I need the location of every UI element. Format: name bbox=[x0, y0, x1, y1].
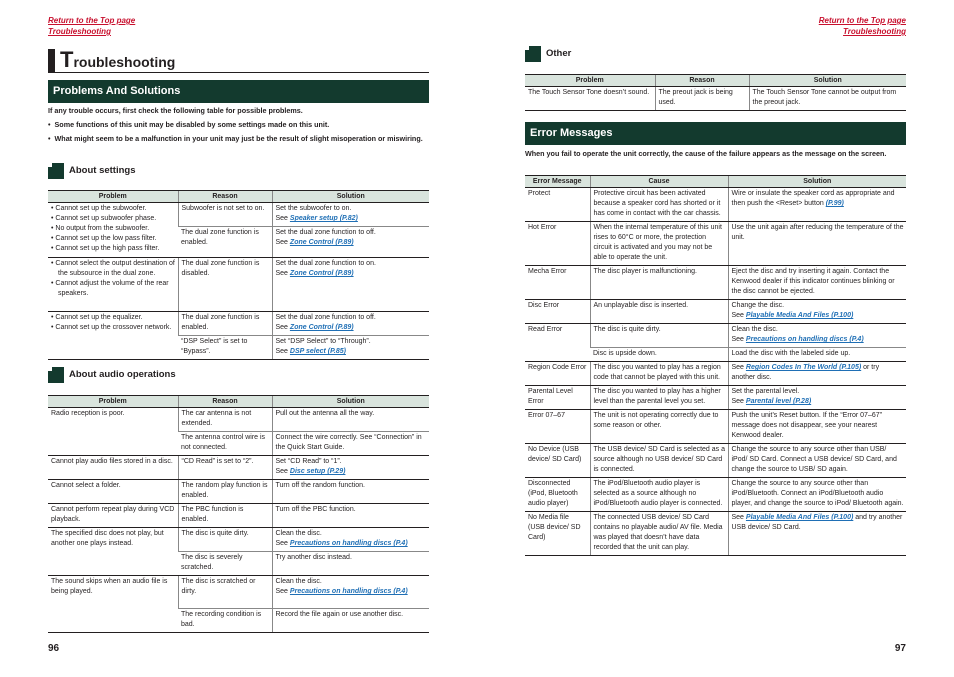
settings-g2-solution: Set the dual zone function to on. See Zone Control (P.89) bbox=[272, 258, 429, 312]
err-region-message: Region Code Error bbox=[525, 362, 590, 386]
err-read-cause-1: The disc is quite dirty. bbox=[590, 324, 728, 348]
audio-a6-solution-2: Record the file again or use another disc. bbox=[272, 609, 429, 633]
top-nav-left bbox=[48, 15, 135, 37]
return-top-link-right[interactable]: Return to the Top page bbox=[818, 16, 906, 25]
section-link[interactable]: Troubleshooting bbox=[48, 27, 111, 36]
problems-intro bbox=[48, 106, 429, 144]
col-reason: Reason bbox=[178, 396, 272, 408]
err-mecha-cause: The disc player is malfunctioning. bbox=[590, 266, 728, 300]
link-precautions-discs[interactable]: Precautions on handling discs (P.4) bbox=[289, 540, 408, 547]
audio-a6-problem: The sound skips when an audio file is being played. bbox=[48, 576, 178, 633]
col-error-message: Error Message bbox=[525, 176, 590, 188]
audio-a1-problem: Radio reception is poor. bbox=[48, 408, 178, 456]
link-disc-setup[interactable]: Disc setup (P.29) bbox=[289, 468, 346, 475]
audio-a2-reason: “CD Read” is set to “2”. bbox=[178, 456, 272, 480]
err-parental-message: Parental Level Error bbox=[525, 386, 590, 410]
err-nomedia-cause: The connected USB device/ SD Card contains no playable audio/ AV file. Media was played that doesn’t have data recorded that the unit can play. bbox=[590, 512, 728, 556]
audio-a4-solution: Turn off the PBC function. bbox=[272, 504, 429, 528]
subheading-square-icon bbox=[48, 367, 64, 383]
page-number-left: 96 bbox=[48, 643, 60, 654]
err-disconnected-message: Disconnected (iPod, Bluetooth audio player) bbox=[525, 478, 590, 512]
err-hot-message: Hot Error bbox=[525, 222, 590, 266]
col-problem: Problem bbox=[48, 396, 178, 408]
col-reason: Reason bbox=[655, 75, 749, 87]
err-parental-cause: The disc you wanted to play has a higher level than the parental level you set. bbox=[590, 386, 728, 410]
err-read-solution-2: Load the disc with the labeled side up. bbox=[728, 348, 906, 362]
audio-a5-solution-2: Try another disc instead. bbox=[272, 552, 429, 576]
settings-g1-reason-2: The dual zone function is enabled. bbox=[178, 227, 272, 258]
errors-heading: Error Messages bbox=[525, 122, 906, 145]
err-0767-solution: Push the unit’s Reset button. If the “Error 07–67” message does not disappear, see your nearest Kenwood dealer. bbox=[728, 410, 906, 444]
settings-subheading bbox=[48, 163, 248, 179]
settings-title: About settings bbox=[69, 165, 136, 176]
link-dsp-select[interactable]: DSP select (P.85) bbox=[289, 348, 346, 355]
err-protect-message: Protect bbox=[525, 188, 590, 222]
audio-a3-solution: Turn off the random function. bbox=[272, 480, 429, 504]
err-disconnected-solution: Change the source to any source other than iPod/Bluetooth. Connect an iPod/Bluetooth audio player, and change the source to iPod/ Bluetooth again. bbox=[728, 478, 906, 512]
link-reset-page[interactable]: (P.99) bbox=[825, 200, 844, 207]
col-problem: Problem bbox=[48, 191, 178, 203]
settings-g3-reason-2: “DSP Select” is set to “Bypass”. bbox=[178, 336, 272, 360]
link-precautions-discs-2[interactable]: Precautions on handling discs (P.4) bbox=[289, 588, 408, 595]
audio-a2-problem: Cannot play audio files stored in a disc. bbox=[48, 456, 178, 480]
audio-a5-solution-1: Clean the disc. See Precautions on handling discs (P.4) bbox=[272, 528, 429, 552]
err-disconnected-cause: The iPod/Bluetooth audio player is selected as a source although no iPod/Bluetooth audio player is connected. bbox=[590, 478, 728, 512]
err-hot-cause: When the internal temperature of this unit rises to 60°C or more, the protection circuit is activated and you may not be able to operate the unit. bbox=[590, 222, 728, 266]
settings-table bbox=[48, 190, 429, 360]
page-number-right: 97 bbox=[894, 643, 906, 654]
err-nomedia-message: No Media file (USB device/ SD Card) bbox=[525, 512, 590, 556]
col-solution: Solution bbox=[728, 176, 906, 188]
other-solution: The Touch Sensor Tone cannot be output from the preout jack. bbox=[749, 87, 906, 111]
other-reason: The preout jack is being used. bbox=[655, 87, 749, 111]
audio-table bbox=[48, 395, 429, 633]
err-disc-solution: Change the disc. See Playable Media And Files (P.100) bbox=[728, 300, 906, 324]
errors-intro: When you fail to operate the unit correctly, the cause of the failure appears as the message on the screen. bbox=[525, 149, 887, 158]
col-solution: Solution bbox=[272, 396, 429, 408]
other-table bbox=[525, 74, 906, 111]
audio-a4-reason: The PBC function is enabled. bbox=[178, 504, 272, 528]
link-precautions-discs-3[interactable]: Precautions on handling discs (P.4) bbox=[745, 336, 864, 343]
audio-a3-problem: Cannot select a folder. bbox=[48, 480, 178, 504]
err-disc-message: Disc Error bbox=[525, 300, 590, 324]
settings-g3-problem: • Cannot set up the equalizer. • Cannot set up the crossover network. bbox=[48, 312, 178, 360]
err-0767-message: Error 07–67 bbox=[525, 410, 590, 444]
top-nav-right bbox=[819, 15, 906, 37]
audio-subheading bbox=[48, 367, 248, 383]
settings-g1-solution-2: Set the dual zone function to off. See Zone Control (P.89) bbox=[272, 227, 429, 258]
link-zone-control[interactable]: Zone Control (P.89) bbox=[289, 239, 354, 246]
subheading-square-icon bbox=[48, 163, 64, 179]
err-nodevice-cause: The USB device/ SD Card is selected as a source although no USB device/ SD Card is connected. bbox=[590, 444, 728, 478]
audio-a6-solution-1: Clean the disc. See Precautions on handling discs (P.4) bbox=[272, 576, 429, 609]
err-nomedia-solution: See Playable Media And Files (P.100) and try another USB device/ SD Card. bbox=[728, 512, 906, 556]
link-zone-control-3[interactable]: Zone Control (P.89) bbox=[289, 324, 354, 331]
audio-a5-reason-1: The disc is quite dirty. bbox=[178, 528, 272, 552]
link-parental-level[interactable]: Parental level (P.28) bbox=[745, 398, 812, 405]
problems-bullet-1: • Some functions of this unit may be disabled by some settings made on this unit. bbox=[48, 120, 330, 129]
problems-heading: Problems And Solutions bbox=[48, 80, 429, 103]
audio-a1-solution-1: Pull out the antenna all the way. bbox=[272, 408, 429, 432]
problems-bullet-2: • What might seem to be a malfunction in your unit may just be the result of slight misoperation or miswiring. bbox=[48, 134, 423, 143]
link-region-codes[interactable]: Region Codes In The World (P.105) bbox=[745, 364, 862, 371]
link-zone-control-2[interactable]: Zone Control (P.89) bbox=[289, 270, 354, 277]
settings-g3-solution-2: Set “DSP Select” to “Through”. See DSP select (P.85) bbox=[272, 336, 429, 360]
audio-a5-problem: The specified disc does not play, but another one plays instead. bbox=[48, 528, 178, 576]
col-cause: Cause bbox=[590, 176, 728, 188]
subheading-square-icon bbox=[525, 46, 541, 62]
col-problem: Problem bbox=[525, 75, 655, 87]
err-protect-cause: Protective circuit has been activated because a speaker cord has shorted or it has come in contact with the car chassis. bbox=[590, 188, 728, 222]
settings-g1-problem: • Cannot set up the subwoofer. • Cannot set up subwoofer phase. • No output from the subwoofer. • Cannot set up the low pass filter. • Cannot set up the high pass filter. bbox=[48, 203, 178, 258]
link-playable-media-2[interactable]: Playable Media And Files (P.100) bbox=[745, 514, 854, 521]
errors-table bbox=[525, 175, 906, 556]
chapter-title bbox=[48, 47, 429, 73]
other-title: Other bbox=[546, 48, 572, 59]
audio-a1-reason-2: The antenna control wire is not connected. bbox=[178, 432, 272, 456]
chapter-initial: T bbox=[60, 47, 74, 72]
err-read-message: Read Error bbox=[525, 324, 590, 362]
settings-g2-problem: • Cannot select the output destination of the subsource in the dual zone. • Cannot adjust the volume of the rear speakers. bbox=[48, 258, 178, 312]
err-nodevice-solution: Change the source to any source other than USB/ iPod/ SD Card. Connect a USB device/ SD Card, and change the source to USB/ SD again. bbox=[728, 444, 906, 478]
err-region-solution: See Region Codes In The World (P.105) or try another disc. bbox=[728, 362, 906, 386]
col-reason: Reason bbox=[178, 191, 272, 203]
section-link-right[interactable]: Troubleshooting bbox=[843, 27, 906, 36]
audio-a5-reason-2: The disc is severely scratched. bbox=[178, 552, 272, 576]
link-speaker-setup[interactable]: Speaker setup (P.82) bbox=[289, 215, 358, 222]
err-read-cause-2: Disc is upside down. bbox=[590, 348, 728, 362]
link-playable-media[interactable]: Playable Media And Files (P.100) bbox=[745, 312, 854, 319]
problems-intro-text: If any trouble occurs, first check the following table for possible problems. bbox=[48, 106, 303, 115]
err-0767-cause: The unit is not operating correctly due to some reason or other. bbox=[590, 410, 728, 444]
other-subheading bbox=[525, 46, 725, 62]
err-protect-solution: Wire or insulate the speaker cord as appropriate and then push the <Reset> button (P.99) bbox=[728, 188, 906, 222]
other-problem: The Touch Sensor Tone doesn’t sound. bbox=[525, 87, 655, 111]
err-read-solution-1: Clean the disc. See Precautions on handling discs (P.4) bbox=[728, 324, 906, 348]
audio-a1-reason-1: The car antenna is not extended. bbox=[178, 408, 272, 432]
settings-g3-solution-1: Set the dual zone function to off. See Zone Control (P.89) bbox=[272, 312, 429, 336]
settings-g1-reason-1: Subwoofer is not set to on. bbox=[178, 203, 272, 227]
audio-a2-solution: Set “CD Read” to “1”. See Disc setup (P.29) bbox=[272, 456, 429, 480]
audio-a3-reason: The random play function is enabled. bbox=[178, 480, 272, 504]
audio-title: About audio operations bbox=[69, 369, 176, 380]
settings-g3-reason-1: The dual zone function is enabled. bbox=[178, 312, 272, 336]
settings-g2-reason: The dual zone function is disabled. bbox=[178, 258, 272, 312]
col-solution: Solution bbox=[749, 75, 906, 87]
return-top-link[interactable]: Return to the Top page bbox=[48, 16, 136, 25]
chapter-title-text: roubleshooting bbox=[73, 54, 176, 70]
err-mecha-message: Mecha Error bbox=[525, 266, 590, 300]
err-mecha-solution: Eject the disc and try inserting it again. Contact the Kenwood dealer if this indicator continues blinking or the disc cannot be ejected. bbox=[728, 266, 906, 300]
err-disc-cause: An unplayable disc is inserted. bbox=[590, 300, 728, 324]
audio-a6-reason-2: The recording condition is bad. bbox=[178, 609, 272, 633]
err-nodevice-message: No Device (USB device/ SD Card) bbox=[525, 444, 590, 478]
col-solution: Solution bbox=[272, 191, 429, 203]
audio-a6-reason-1: The disc is scratched or dirty. bbox=[178, 576, 272, 609]
audio-a4-problem: Cannot perform repeat play during VCD playback. bbox=[48, 504, 178, 528]
chapter-bar bbox=[48, 49, 55, 73]
err-parental-solution: Set the parental level. See Parental level (P.28) bbox=[728, 386, 906, 410]
err-region-cause: The disc you wanted to play has a region code that cannot be played with this unit. bbox=[590, 362, 728, 386]
err-hot-solution: Use the unit again after reducing the temperature of the unit. bbox=[728, 222, 906, 266]
settings-g1-solution-1: Set the subwoofer to on. See Speaker setup (P.82) bbox=[272, 203, 429, 227]
audio-a1-solution-2: Connect the wire correctly. See “Connection” in the Quick Start Guide. bbox=[272, 432, 429, 456]
